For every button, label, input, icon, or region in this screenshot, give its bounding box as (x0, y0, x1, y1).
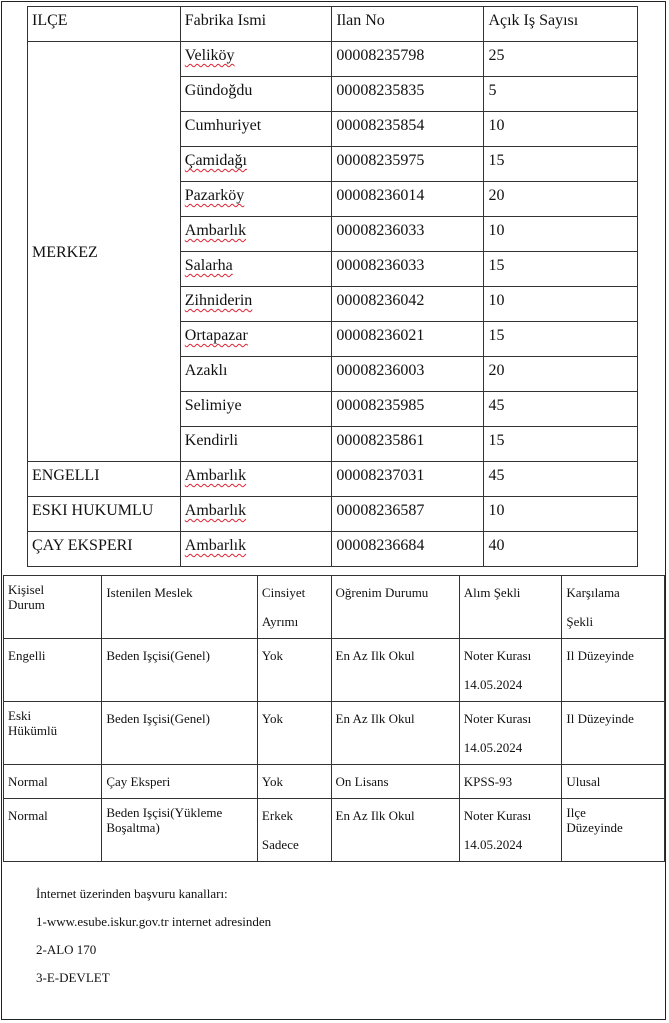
header-ilan-no: Ilan No (332, 7, 484, 42)
channel-item: 1-www.esube.iskur.gov.tr internet adresinden (36, 914, 272, 929)
details-row (4, 799, 665, 862)
factory-name: Veliköy (184, 47, 235, 64)
open-count-cell: 10 (484, 497, 638, 532)
karsilama-cell (562, 799, 665, 862)
ilan-no-cell: 00008235975 (332, 147, 484, 182)
factory-name: Gündoğdu (184, 82, 253, 99)
factory-cell (180, 42, 332, 77)
durum-cell-line: Normal (8, 774, 48, 789)
ilan-no-cell: 00008235985 (332, 392, 484, 427)
openings-row (28, 462, 638, 497)
factory-name: Selimiye (184, 397, 242, 414)
header-text: Cinsiyet (261, 585, 306, 600)
open-count-cell: 5 (484, 77, 638, 112)
details-row (4, 765, 665, 799)
ilce-cell: ÇAY EKSPERI (28, 532, 181, 567)
cinsiyet-cell-line: Yok (261, 711, 284, 726)
factory-name: Ortapazar (184, 327, 248, 344)
openings-row (28, 532, 638, 567)
factory-cell (180, 357, 332, 392)
meslek-cell (102, 639, 258, 702)
karsilama-cell (562, 765, 665, 799)
ogrenim-cell: En Az Ilk Okul (331, 639, 459, 702)
alim-cell (459, 765, 562, 799)
factory-name: Ambarlık (184, 502, 247, 519)
header-text: Durum (8, 597, 45, 612)
factory-name: Ambarlık (184, 467, 247, 484)
ilan-no-cell: 00008235798 (332, 42, 484, 77)
factory-cell (180, 287, 332, 322)
factory-cell (180, 182, 332, 217)
factory-cell (180, 392, 332, 427)
durum-cell (4, 639, 102, 702)
factory-cell (180, 147, 332, 182)
ogrenim-cell: En Az Ilk Okul (331, 799, 459, 862)
factory-name: Pazarköy (184, 187, 245, 204)
alim-cell (459, 702, 562, 765)
open-count-cell: 20 (484, 182, 638, 217)
openings-row (28, 42, 638, 77)
meslek-cell (102, 702, 258, 765)
open-count-cell: 25 (484, 42, 638, 77)
meslek-cell-line: Çay Eksperi (106, 774, 171, 789)
alim-cell-line: 14.05.2024 (463, 740, 523, 755)
open-count-cell: 10 (484, 287, 638, 322)
alim-cell-line: Noter Kurası (463, 711, 532, 726)
open-count-cell: 20 (484, 357, 638, 392)
meslek-cell-line: Beden Işçisi(Genel) (106, 648, 210, 663)
durum-cell (4, 799, 102, 862)
details-row (4, 702, 665, 765)
details-header-row (4, 576, 665, 639)
meslek-cell-line: Boşaltma) (106, 820, 160, 835)
cinsiyet-cell (257, 765, 331, 799)
ilan-no-cell: 00008235861 (332, 427, 484, 462)
cinsiyet-cell-line: Yok (261, 774, 284, 789)
cinsiyet-cell-line: Erkek (261, 808, 293, 823)
header-alim: Alım Şekli (459, 576, 562, 639)
header-text: Ayrımı (261, 614, 299, 629)
meslek-cell-line: Beden Işçisi(Yükleme (106, 805, 223, 820)
open-count-cell: 10 (484, 112, 638, 147)
header-ilce: ILÇE (28, 7, 181, 42)
factory-cell (180, 217, 332, 252)
open-count-cell: 40 (484, 532, 638, 567)
open-count-cell: 45 (484, 392, 638, 427)
durum-cell-line: Eski (8, 708, 32, 723)
cinsiyet-cell-line: Sadece (261, 837, 299, 852)
meslek-cell (102, 765, 258, 799)
karsilama-cell-line: Ilçe (566, 805, 586, 820)
header-text: Karşılama (566, 585, 620, 600)
factory-cell (180, 532, 332, 567)
ilan-no-cell: 00008236021 (332, 322, 484, 357)
ilan-no-cell: 00008236033 (332, 217, 484, 252)
factory-name: Cumhuriyet (184, 117, 262, 134)
header-ogrenim: Oğrenim Durumu (331, 576, 459, 639)
alim-cell-line: KPSS-93 (463, 774, 513, 789)
factory-name: Ambarlık (184, 222, 247, 239)
header-text: Kişisel (8, 582, 45, 597)
durum-cell-line: Hükümlü (8, 723, 58, 738)
factory-name: Ambarlık (184, 537, 247, 554)
alim-cell-line: Noter Kurası (463, 808, 532, 823)
meslek-cell-line: Beden Işçisi(Genel) (106, 711, 210, 726)
ilan-no-cell: 00008237031 (332, 462, 484, 497)
ilan-no-cell: 00008236042 (332, 287, 484, 322)
karsilama-cell-line: Il Düzeyinde (566, 711, 634, 726)
application-channels (36, 880, 271, 992)
header-meslek: Istenilen Meslek (102, 576, 258, 639)
header-text: Şekli (566, 614, 594, 629)
open-count-cell: 10 (484, 217, 638, 252)
cinsiyet-cell (257, 639, 331, 702)
alim-cell (459, 639, 562, 702)
channel-item: 2-ALO 170 (36, 942, 97, 957)
header-acik-is: Açık Iş Sayısı (484, 7, 638, 42)
factory-name: Azaklı (184, 362, 228, 379)
durum-cell-line: Normal (8, 808, 48, 823)
durum-cell-line: Engelli (8, 648, 46, 663)
factory-cell (180, 112, 332, 147)
alim-cell-line: 14.05.2024 (463, 677, 523, 692)
details-row (4, 639, 665, 702)
ilce-cell: ESKI HUKUMLU (28, 497, 181, 532)
ilan-no-cell: 00008235835 (332, 77, 484, 112)
karsilama-cell (562, 639, 665, 702)
ogrenim-cell: On Lisans (331, 765, 459, 799)
ogrenim-cell: En Az Ilk Okul (331, 702, 459, 765)
ilan-no-cell: 00008236014 (332, 182, 484, 217)
factory-cell (180, 497, 332, 532)
alim-cell (459, 799, 562, 862)
cinsiyet-cell (257, 702, 331, 765)
open-count-cell: 15 (484, 252, 638, 287)
factory-name: Kendirli (184, 432, 239, 449)
factory-cell (180, 322, 332, 357)
ilce-merkez-cell: MERKEZ (28, 42, 181, 462)
open-count-cell: 45 (484, 462, 638, 497)
openings-header-row (28, 7, 638, 42)
alim-cell-line: Noter Kurası (463, 648, 532, 663)
ilan-no-cell: 00008236003 (332, 357, 484, 392)
factory-cell (180, 427, 332, 462)
durum-cell (4, 765, 102, 799)
open-count-cell: 15 (484, 322, 638, 357)
channels-title: İnternet üzerinden başvuru kanalları: (36, 886, 228, 901)
karsilama-cell-line: Düzeyinde (566, 820, 623, 835)
header-karsilama (562, 576, 665, 639)
header-fabrika: Fabrika Ismi (180, 7, 332, 42)
cinsiyet-cell-line: Yok (261, 648, 284, 663)
ilan-no-cell: 00008235854 (332, 112, 484, 147)
header-cinsiyet (257, 576, 331, 639)
meslek-cell (102, 799, 258, 862)
factory-name: Çamidağı (184, 152, 247, 169)
channel-item: 3-E-DEVLET (36, 970, 110, 985)
ilce-cell: ENGELLI (28, 462, 181, 497)
header-kisisel-durum (4, 576, 102, 639)
position-details-table (3, 575, 665, 862)
ilan-no-cell: 00008236033 (332, 252, 484, 287)
alim-cell-line: 14.05.2024 (463, 837, 523, 852)
factory-cell (180, 252, 332, 287)
karsilama-cell-line: Ulusal (566, 774, 601, 789)
cinsiyet-cell (257, 799, 331, 862)
factory-name: Zihniderin (184, 292, 253, 309)
openings-row (28, 497, 638, 532)
job-openings-table (27, 6, 638, 567)
factory-name: Salarha (184, 257, 233, 274)
karsilama-cell (562, 702, 665, 765)
ilan-no-cell: 00008236684 (332, 532, 484, 567)
open-count-cell: 15 (484, 427, 638, 462)
open-count-cell: 15 (484, 147, 638, 182)
karsilama-cell-line: Il Düzeyinde (566, 648, 634, 663)
factory-cell (180, 77, 332, 112)
durum-cell (4, 702, 102, 765)
ilan-no-cell: 00008236587 (332, 497, 484, 532)
factory-cell (180, 462, 332, 497)
